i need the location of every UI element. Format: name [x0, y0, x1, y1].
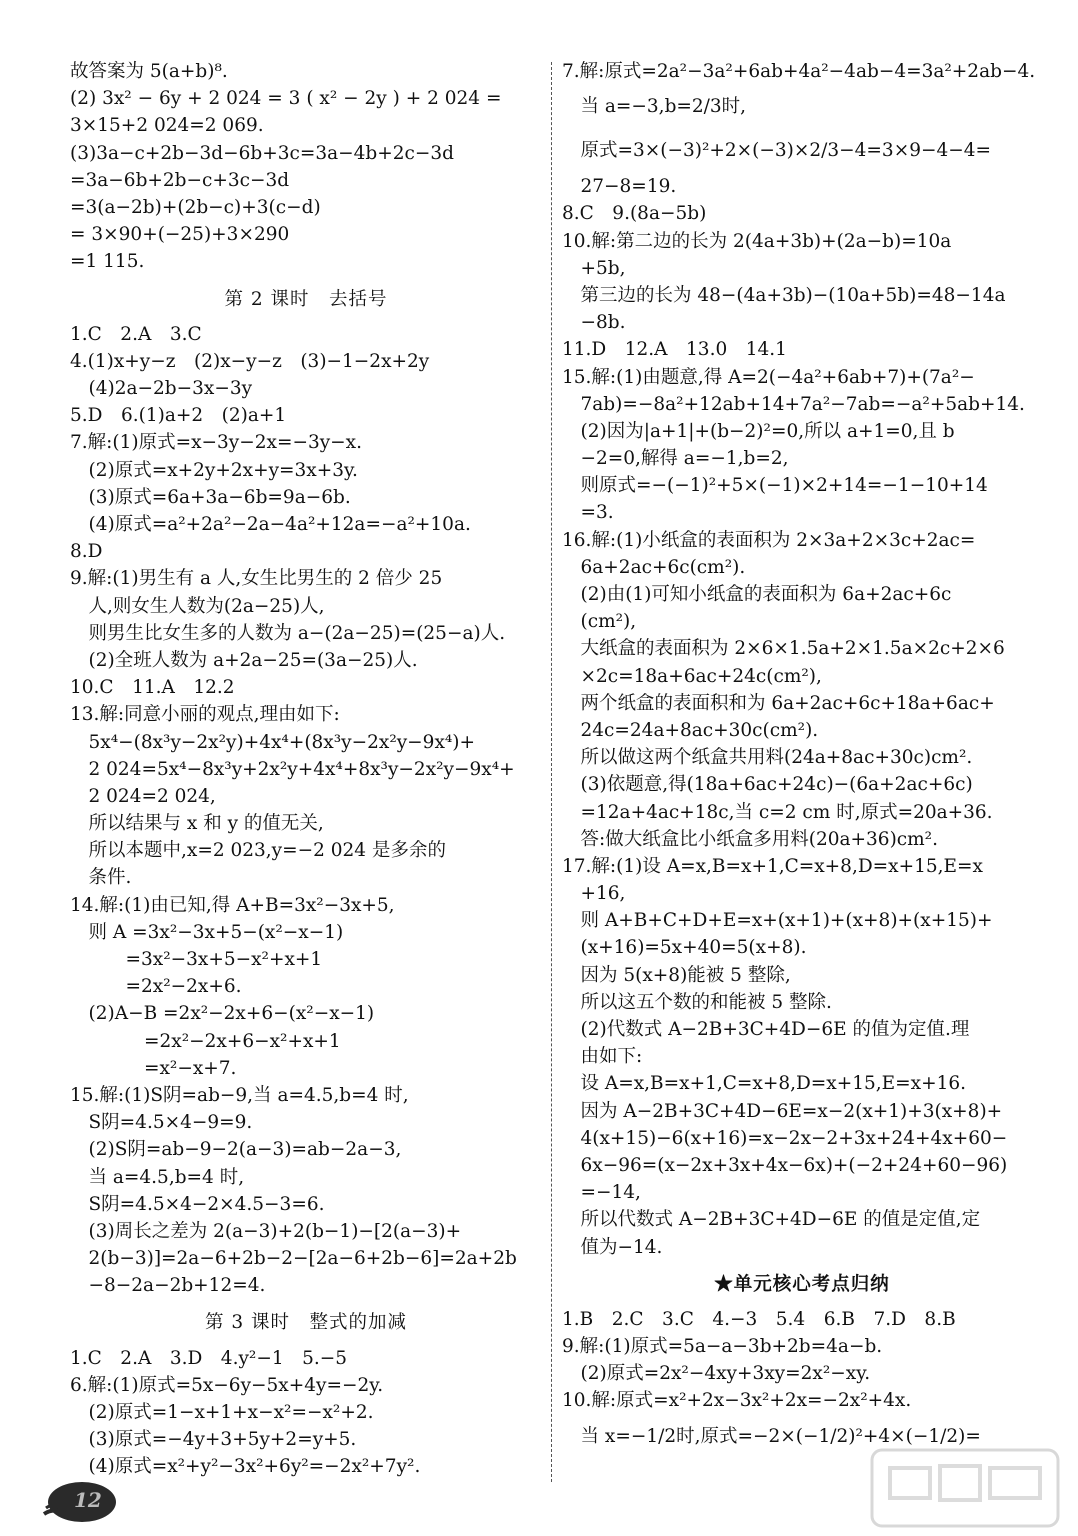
text-line: 1.C 2.A 3.D 4.y²−1 5.−5: [70, 1347, 348, 1369]
text-line: 因为 5(x+8)能被 5 整除,: [562, 964, 791, 986]
text-line: 27−8=19.: [562, 176, 677, 198]
text-line: 则 A =3x²−3x+5−(x²−x−1): [70, 921, 344, 943]
text-line: =−14,: [562, 1182, 641, 1204]
text-line: (2)因为|a+1|+(b−2)²=0,所以 a+1=0,且 b: [562, 420, 955, 442]
text-line: −8−2a−2b+12=4.: [70, 1275, 266, 1297]
section-heading: ★单元核心考点归纳: [714, 1273, 890, 1295]
text-line: S阴=4.5×4−2×4.5−3=6.: [70, 1193, 325, 1215]
text-line: 由如下:: [562, 1046, 643, 1068]
text-line: 答:做大纸盒比小纸盒多用料(20a+36)cm².: [562, 828, 938, 850]
text-line: (4)原式=a²+2a²−2a−4a²+12a=−a²+10a.: [70, 514, 471, 536]
text-line: 所以这五个数的和能被 5 整除.: [562, 991, 832, 1013]
text-line: −8b.: [562, 312, 626, 334]
text-line: 当 a=−3,b=2/3时,: [562, 96, 747, 118]
text-line: 5.D 6.(1)a+2 (2)a+1: [70, 405, 287, 427]
text-line: 6.解:(1)原式=5x−6y−5x+4y=−2y.: [70, 1374, 384, 1396]
text-line: 故答案为 5(a+b)⁸.: [70, 61, 228, 82]
page-number: 12: [74, 1488, 102, 1512]
text-line: 8.D: [70, 541, 103, 563]
text-line: 值为−14.: [562, 1236, 663, 1258]
text-line: (3)原式=−4y+3+5y+2=y+5.: [70, 1429, 357, 1451]
text-line: 5x⁴−(8x³y−2x²y)+4x⁴+(8x³y−2x²y−9x⁴)+: [70, 731, 476, 753]
text-line: 15.解:(1)由题意,得 A=2(−4a²+6ab+7)+(7a²−: [562, 366, 975, 388]
text-line: 1.B 2.C 3.C 4.−3 5.4 6.B 7.D 8.B: [562, 1308, 956, 1330]
text-line: 6x−96=(x−2x+3x+4x−6x)+(−2+24+60−96): [562, 1154, 1008, 1176]
text-line: 2 024=2 024,: [70, 785, 216, 807]
text-line: 2(b−3)]=2a−6+2b−2−[2a−6+2b−6]=2a+2b: [70, 1248, 517, 1270]
text-line: (2)A−B =2x²−2x+6−(x²−x−1): [70, 1003, 375, 1025]
text-line: 则原式=−(−1)²+5×(−1)×2+14=−1−10+14: [562, 475, 988, 497]
text-line: S阴=4.5×4−9=9.: [70, 1112, 253, 1134]
text-line: 7.解:(1)原式=x−3y−2x=−3y−x.: [70, 432, 362, 454]
text-line: 两个纸盒的表面积和为 6a+2ac+6c+18a+6ac+: [562, 692, 995, 714]
section-heading: 第 3 课时 整式的加减: [204, 1312, 408, 1334]
text-line: 11.D 12.A 13.0 14.1: [562, 339, 787, 361]
text-line: =x²−x+7.: [70, 1057, 237, 1079]
text-line: (2)原式=1−x+1+x−x²=−x²+2.: [70, 1402, 374, 1424]
text-line: (2)原式=2x²−4xy+3xy=2x²−xy.: [562, 1363, 871, 1385]
text-line: (2)原式=x+2y+2x+y=3x+3y.: [70, 459, 358, 481]
text-line: 6a+2ac+6c(cm²).: [562, 556, 746, 578]
text-line: (2)由(1)可知小纸盒的表面积为 6a+2ac+6c: [562, 584, 952, 605]
text-line: 10.解:第二边的长为 2(4a+3b)+(2a−b)=10a: [562, 230, 952, 252]
text-line: 设 A=x,B=x+1,C=x+8,D=x+15,E=x+16.: [562, 1073, 967, 1095]
text-line: 所以代数式 A−2B+3C+4D−6E 的值是定值,定: [562, 1209, 981, 1231]
text-line: 第三边的长为 48−(4a+3b)−(10a+5b)=48−14a: [562, 284, 1006, 306]
text-line: =1 115.: [70, 251, 145, 273]
text-line: =3x²−3x+5−x²+x+1: [70, 949, 323, 971]
text-line: 大纸盒的表面积为 2×6×1.5a+2×1.5a×2c+2×6: [562, 638, 1005, 660]
text-line: (3)周长之差为 2(a−3)+2(b−1)−[2(a−3)+: [70, 1220, 462, 1242]
text-line: 8.C 9.(8a−5b): [562, 203, 707, 225]
text-line: 14.解:(1)由已知,得 A+B=3x²−3x+5,: [70, 894, 395, 916]
text-line: (3)原式=6a+3a−6b=9a−6b.: [70, 486, 351, 508]
text-line: +5b,: [562, 257, 626, 279]
text-line: 所以结果与 x 和 y 的值无关,: [70, 813, 324, 835]
text-line: 15.解:(1)S阴=ab−9,当 a=4.5,b=4 时,: [70, 1084, 409, 1106]
text-line: −2=0,解得 a=−1,b=2,: [562, 448, 789, 470]
text-line: 人,则女生人数为(2a−25)人,: [70, 595, 325, 617]
text-line: 2 024=5x⁴−8x³y+2x²y+4x⁴+8x³y−2x²y−9x⁴+: [70, 758, 515, 780]
text-line: 4(x+15)−6(x+16)=x−2x−2+3x+24+4x+60−: [562, 1127, 1008, 1149]
text-line: 7ab)=−8a²+12ab+14+7a²−7ab=−a²+5ab+14.: [562, 393, 1025, 415]
text-line: (2)S阴=ab−9−2(a−3)=ab−2a−3,: [70, 1139, 402, 1161]
text-line: (3)3a−c+2b−3d−6b+3c=3a−4b+2c−3d: [70, 142, 455, 164]
text-line: +16,: [562, 883, 626, 905]
text-line: 所以做这两个纸盒共用料(24a+8ac+30c)cm².: [562, 747, 973, 769]
text-line: (4)2a−2b−3x−3y: [70, 378, 253, 400]
text-line: =2x²−2x+6−x²+x+1: [70, 1030, 341, 1052]
text-line: 9.解:(1)原式=5a−a−3b+2b=4a−b.: [562, 1336, 883, 1358]
text-line: (3)依题意,得(18a+6ac+24c)−(6a+2ac+6c): [562, 774, 973, 796]
text-line: (4)原式=x²+y²−3x²+6y²=−2x²+7y².: [70, 1456, 421, 1478]
text-line: 因为 A−2B+3C+4D−6E=x−2(x+1)+3(x+8)+: [562, 1100, 1003, 1122]
text-line: (2) 3x² − 6y + 2 024 = 3 ( x² − 2y ) + 2 024 =: [70, 88, 502, 110]
watermark-logo-icon: [870, 1448, 1060, 1528]
text-line: 9.解:(1)男生有 a 人,女生比男生的 2 倍少 25: [70, 568, 443, 590]
text-line: 7.解:原式=2a²−3a²+6ab+4a²−4ab−4=3a²+2ab−4.: [562, 61, 1036, 82]
text-line: (2)代数式 A−2B+3C+4D−6E 的值为定值.理: [562, 1019, 970, 1040]
text-line: 24c=24a+8ac+30c(cm²).: [562, 719, 819, 741]
text-line: 所以本题中,x=2 023,y=−2 024 是多余的: [70, 840, 446, 862]
text-line: 10.C 11.A 12.2: [70, 677, 235, 699]
text-line: 则男生比女生多的人数为 a−(2a−25)=(25−a)人.: [70, 622, 506, 644]
text-line: 原式=3×(−3)²+2×(−3)×2/3−4=3×9−4−4=: [562, 140, 992, 162]
section-heading: 第 2 课时 去括号: [224, 288, 388, 310]
text-line: 1.C 2.A 3.C: [70, 323, 202, 345]
text-line: 10.解:原式=x²+2x−3x²+2x=−2x²+4x.: [562, 1390, 912, 1412]
right-column: [562, 58, 1042, 1459]
left-column: [70, 58, 542, 1481]
text-line: 3×15+2 024=2 069.: [70, 115, 264, 137]
text-line: 4.(1)x+y−z (2)x−y−z (3)−1−2x+2y: [70, 350, 430, 372]
text-line: =3(a−2b)+(2b−c)+3(c−d): [70, 196, 321, 218]
text-line: (cm²),: [562, 611, 637, 633]
text-line: =2x²−2x+6.: [70, 976, 242, 998]
text-line: =12a+4ac+18c,当 c=2 cm 时,原式=20a+36.: [562, 801, 993, 823]
text-line: 当 x=−1/2时,原式=−2×(−1/2)²+4×(−1/2)=: [562, 1425, 981, 1447]
text-line: =3.: [562, 502, 614, 524]
text-line: (2)全班人数为 a+2a−25=(3a−25)人.: [70, 649, 418, 671]
text-line: 则 A+B+C+D+E=x+(x+1)+(x+8)+(x+15)+: [562, 910, 993, 932]
text-line: 13.解:同意小丽的观点,理由如下:: [70, 704, 340, 726]
text-line: 条件.: [70, 867, 132, 889]
text-line: 17.解:(1)设 A=x,B=x+1,C=x+8,D=x+15,E=x: [562, 855, 983, 877]
text-line: 当 a=4.5,b=4 时,: [70, 1166, 245, 1188]
text-line: = 3×90+(−25)+3×290: [70, 224, 290, 246]
text-line: (x+16)=5x+40=5(x+8).: [562, 937, 807, 959]
column-divider: [551, 62, 552, 1482]
text-line: =3a−6b+2b−c+3c−3d: [70, 169, 290, 191]
text-line: 16.解:(1)小纸盒的表面积为 2×3a+2×3c+2ac=: [562, 529, 976, 551]
text-line: ×2c=18a+6ac+24c(cm²),: [562, 665, 822, 687]
